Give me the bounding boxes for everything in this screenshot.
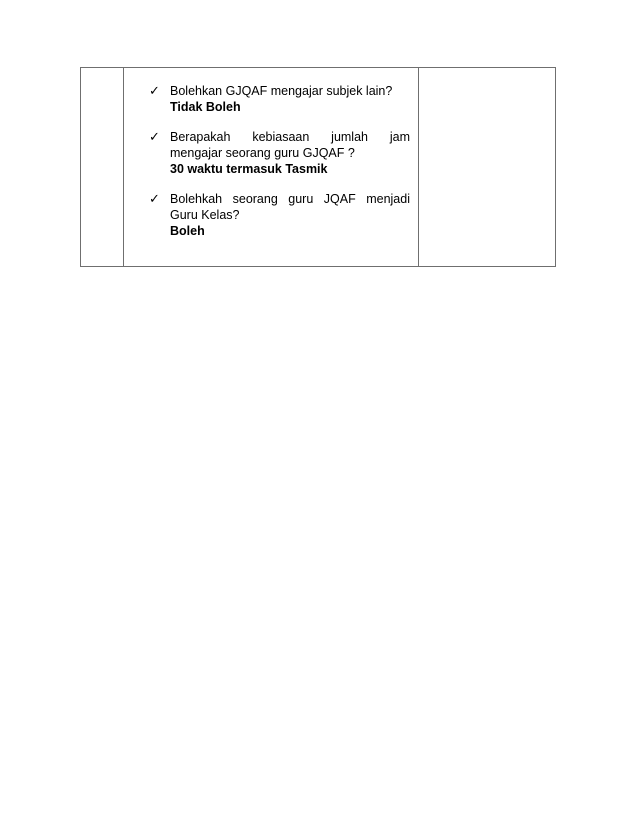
answer-text: Boleh xyxy=(170,224,205,238)
answer-text: Tidak Boleh xyxy=(170,100,241,114)
table-cell-blank-left xyxy=(81,68,124,267)
answer-text: 30 waktu termasuk Tasmik xyxy=(170,162,328,176)
list-item xyxy=(149,83,410,115)
qa-list xyxy=(124,68,418,239)
check-icon: ✓ xyxy=(149,191,160,206)
check-icon: ✓ xyxy=(149,129,160,144)
list-item xyxy=(149,129,410,177)
question-text: Bolehkan GJQAF mengajar subjek lain? xyxy=(170,84,393,98)
table-cell-blank-right xyxy=(419,68,556,267)
question-text: Bolehkah seorang guru JQAF menjadi Guru Kelas? xyxy=(170,192,410,222)
table-row xyxy=(81,68,556,267)
question-text: Berapakah kebiasaan jumlah jam mengajar seorang guru GJQAF ? xyxy=(170,130,410,160)
list-item xyxy=(149,191,410,239)
check-icon: ✓ xyxy=(149,83,160,98)
document-table xyxy=(80,67,556,267)
table-cell-qa xyxy=(124,68,419,267)
